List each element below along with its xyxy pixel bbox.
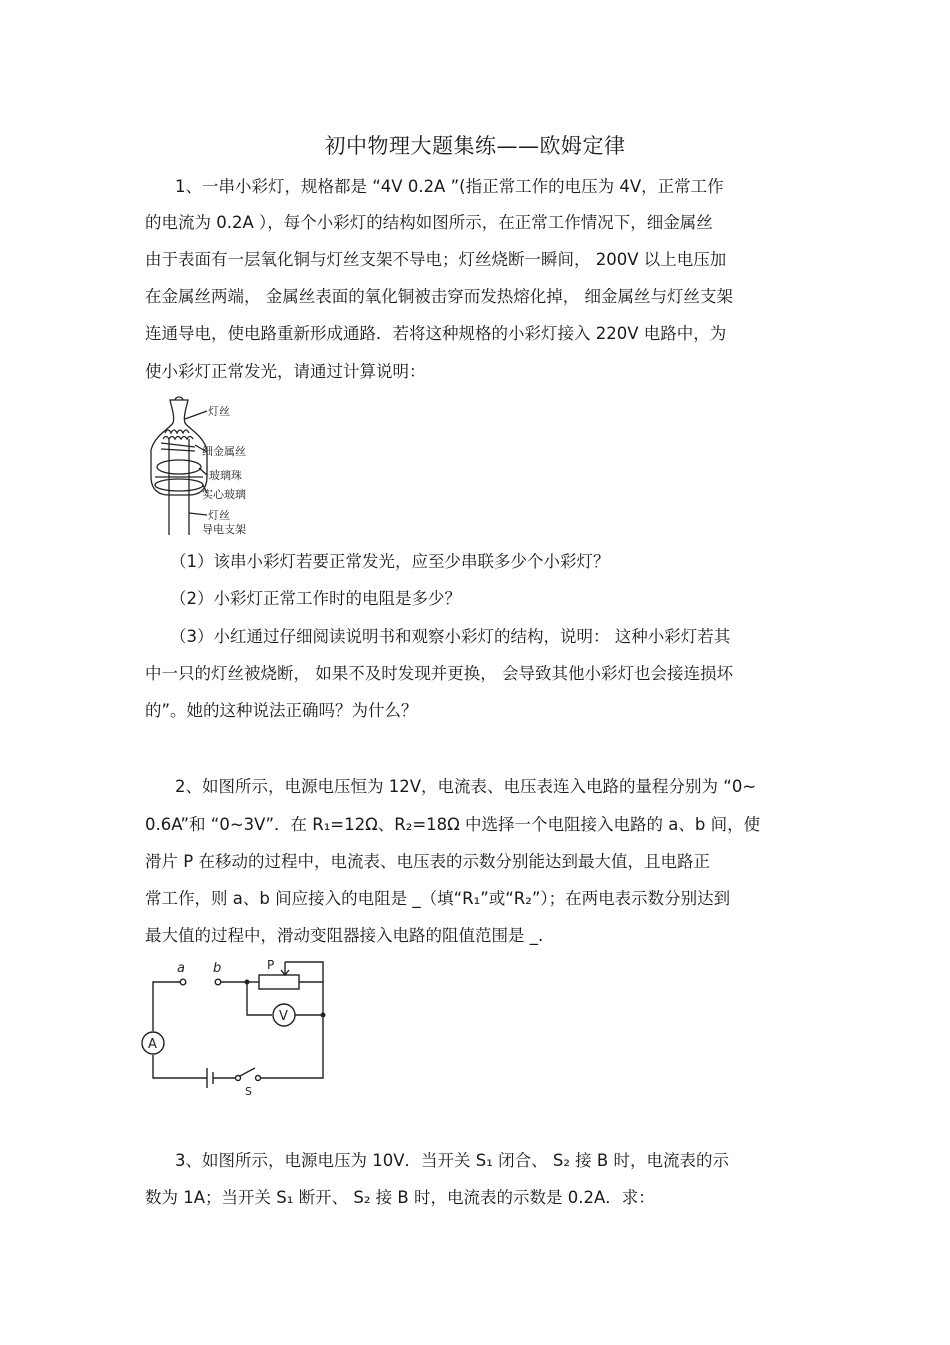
- label-support: 导电支架: [202, 523, 246, 536]
- voltmeter-label: V: [279, 1009, 288, 1024]
- q1-line-6: 使小彩灯正常发光，请通过计算说明：: [145, 362, 426, 381]
- q1-line-4: 在金属丝两端， 金属丝表面的氧化铜被击穿而发热熔化掉， 细金属丝与灯丝支架: [145, 287, 733, 306]
- label-filament-2: 灯丝: [208, 509, 230, 522]
- ammeter-label: A: [148, 1037, 157, 1052]
- q1-line-5: 连通导电，使电路重新形成通路．若将这种规格的小彩灯接入 220V 电路中，为: [145, 324, 727, 343]
- q2-line-3: 滑片 P 在移动的过程中，电流表、电压表的示数分别能达到最大值，且电路正: [145, 852, 710, 871]
- terminal-b-label: b: [213, 961, 222, 976]
- q1-sub-3-line-3: 的”。她的这种说法正确吗？为什么？: [145, 701, 418, 720]
- label-fine-wire: 细金属丝: [202, 445, 246, 458]
- q3-line-2: 数为 1A；当开关 S₁ 断开、 S₂ 接 B 时，电流表的示数是 0.2A．求：: [145, 1188, 655, 1207]
- switch-s-label: S: [245, 1085, 252, 1098]
- q2-line-2: 0.6A”和 “0~3V”．在 R₁=12Ω、R₂=18Ω 中选择一个电阻接入电路的 a、b 间，使: [145, 815, 761, 834]
- q3-line-1: 3、如图所示，电源电压为 10V．当开关 S₁ 闭合、 S₂ 接 B 时，电流表的示: [175, 1151, 729, 1170]
- bulb-figure: [145, 395, 275, 540]
- q1-line-2: 的电流为 0.2A ），每个小彩灯的结构如图所示，在正常工作情况下，细金属丝: [145, 213, 713, 232]
- slider-p-label: P: [267, 958, 275, 972]
- circuit-figure: [135, 958, 335, 1098]
- label-filament: 灯丝: [208, 405, 230, 418]
- q1-sub-3-line-1: （3）小红通过仔细阅读说明书和观察小彩灯的结构，说明： 这种小彩灯若其: [170, 627, 731, 646]
- label-glass-bead: 玻璃珠: [209, 469, 242, 482]
- terminal-a-label: a: [177, 961, 185, 976]
- q1-sub-2: （2）小彩灯正常工作时的电阻是多少？: [170, 589, 461, 608]
- label-solid-glass: 实心玻璃: [202, 488, 246, 501]
- q1-sub-1: （1）该串小彩灯若要正常发光，应至少串联多少个小彩灯？: [170, 552, 610, 571]
- page-title: 初中物理大题集练——欧姆定律: [324, 134, 626, 158]
- q1-line-1: 1、一串小彩灯，规格都是 “4V 0.2A ”(指正常工作的电压为 4V，正常工作: [175, 177, 724, 196]
- q2-line-1: 2、如图所示，电源电压恒为 12V，电流表、电压表连入电路的量程分别为 “0~: [175, 777, 757, 796]
- q1-line-3: 由于表面有一层氧化铜与灯丝支架不导电；灯丝烧断一瞬间， 200V 以上电压加: [145, 250, 727, 269]
- q1-sub-3-line-2: 中一只的灯丝被烧断， 如果不及时发现并更换， 会导致其他小彩灯也会接连损坏: [145, 664, 733, 683]
- q2-line-5: 最大值的过程中，滑动变阻器接入电路的阻值范围是 _.: [145, 926, 544, 945]
- q2-line-4: 常工作，则 a、b 间应接入的电阻是 _（填“R₁”或“R₂”）；在两电表示数分别达到: [145, 889, 731, 908]
